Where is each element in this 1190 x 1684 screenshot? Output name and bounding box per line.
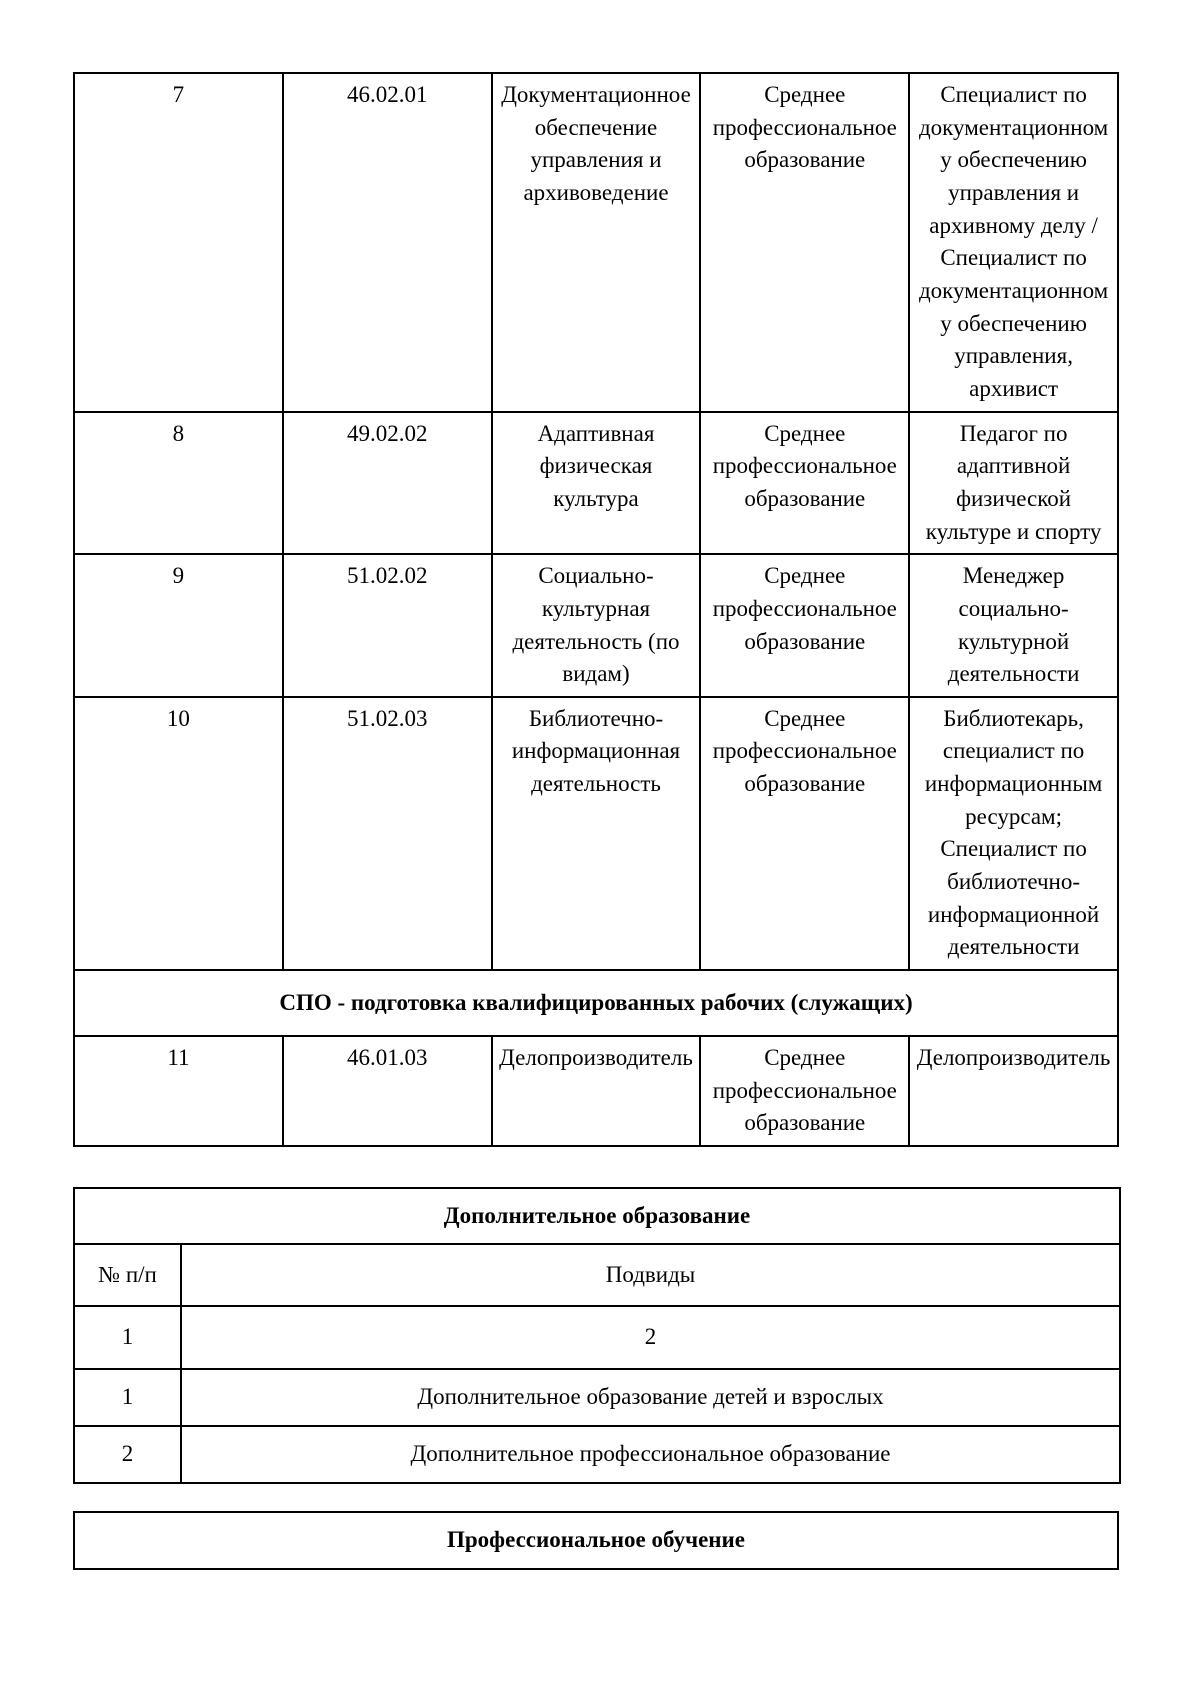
- code-cell: 46.01.03: [283, 1036, 492, 1146]
- table-row: [74, 1369, 1120, 1426]
- qualification-cell: Специалист по документационному обеспечению управления и архивному делу / Специалист по документационному обеспечению управления, архивист: [909, 73, 1118, 412]
- table-title: Дополнительное образование: [74, 1188, 1120, 1244]
- column-index-cell: 1: [74, 1306, 181, 1369]
- column-header-num: № п/п: [74, 1244, 181, 1306]
- column-header-subtypes: Подвиды: [181, 1244, 1120, 1306]
- table-gap: [73, 1484, 1119, 1511]
- specialty-name-cell: Библиотечно-информационная деятельность: [492, 697, 701, 970]
- section-header: СПО - подготовка квалифицированных рабочих (служащих): [74, 970, 1118, 1036]
- section-header-row: [74, 970, 1118, 1036]
- subtype-cell: Дополнительное образование детей и взрослых: [181, 1369, 1120, 1426]
- table-title: Профессиональное обучение: [74, 1512, 1118, 1569]
- education-level-cell: Среднее профессиональное образование: [700, 412, 909, 555]
- table-title-row: [74, 1188, 1120, 1244]
- qualification-cell: Педагог по адаптивной физической культуре и спорту: [909, 412, 1118, 555]
- specialty-name-cell: Социально-культурная деятельность (по видам): [492, 554, 701, 697]
- column-index-cell: 2: [181, 1306, 1120, 1369]
- specialty-name-cell: Документационное обеспечение управления и архивоведение: [492, 73, 701, 412]
- row-number-cell: 10: [74, 697, 283, 970]
- table-row: [74, 554, 1118, 697]
- row-number-cell: 7: [74, 73, 283, 412]
- specialty-name-cell: Адаптивная физическая культура: [492, 412, 701, 555]
- table-row: [74, 412, 1118, 555]
- table-row: [74, 1036, 1118, 1146]
- table-gap: [73, 1147, 1119, 1187]
- code-cell: 49.02.02: [283, 412, 492, 555]
- qualification-cell: Библиотекарь, специалист по информационным ресурсам; Специалист по библиотечно-информационной деятельности: [909, 697, 1118, 970]
- column-index-row: [74, 1306, 1120, 1369]
- code-cell: 46.02.01: [283, 73, 492, 412]
- code-cell: 51.02.03: [283, 697, 492, 970]
- education-level-cell: Среднее профессиональное образование: [700, 554, 909, 697]
- qualification-cell: Делопроизводитель: [909, 1036, 1118, 1146]
- education-level-cell: Среднее профессиональное образование: [700, 697, 909, 970]
- table-title-row: [74, 1512, 1118, 1569]
- row-number-cell: 11: [74, 1036, 283, 1146]
- specialty-name-cell: Делопроизводитель: [492, 1036, 701, 1146]
- page-content: [73, 72, 1119, 1570]
- row-number-cell: 2: [74, 1426, 181, 1483]
- qualification-cell: Менеджер социально-культурной деятельности: [909, 554, 1118, 697]
- row-number-cell: 8: [74, 412, 283, 555]
- education-level-cell: Среднее профессиональное образование: [700, 73, 909, 412]
- table-row: [74, 1426, 1120, 1483]
- education-level-cell: Среднее профессиональное образование: [700, 1036, 909, 1146]
- subtype-cell: Дополнительное профессиональное образование: [181, 1426, 1120, 1483]
- row-number-cell: 9: [74, 554, 283, 697]
- professional-training-table: [73, 1511, 1119, 1570]
- row-number-cell: 1: [74, 1369, 181, 1426]
- code-cell: 51.02.02: [283, 554, 492, 697]
- table-row: [74, 697, 1118, 970]
- table-header-row: [74, 1244, 1120, 1306]
- table-row: [74, 73, 1118, 412]
- specialties-table: [73, 72, 1119, 1147]
- additional-education-table: [73, 1187, 1121, 1484]
